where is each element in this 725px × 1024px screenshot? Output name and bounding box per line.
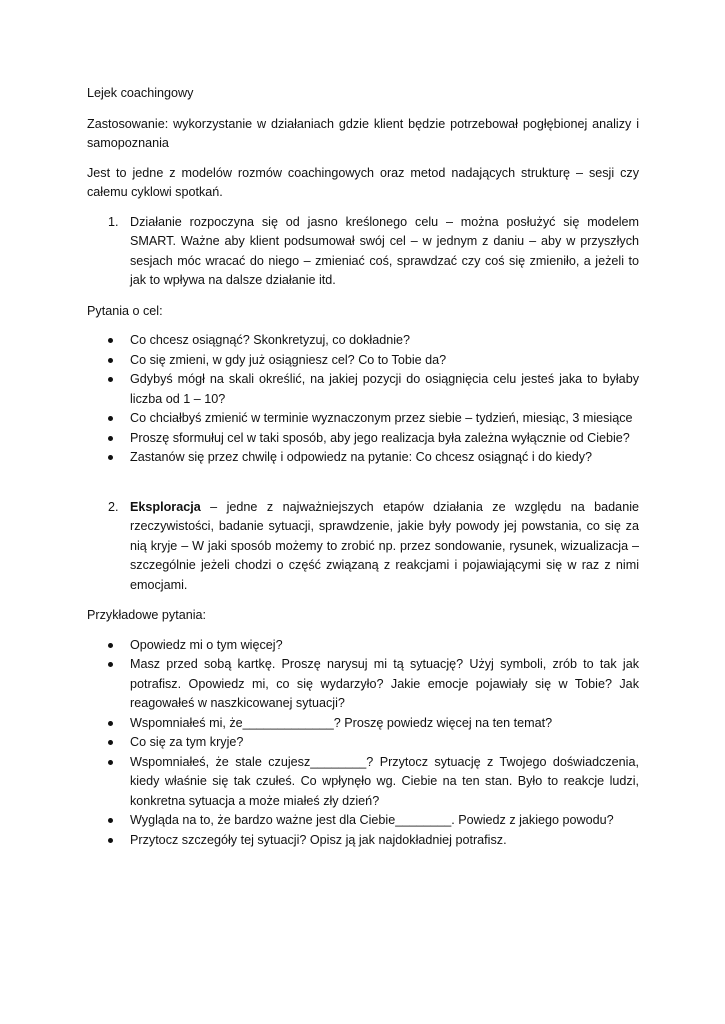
list-item: Co się zmieni, w gdy już osiągniesz cel? Co to Tobie da? <box>87 351 639 371</box>
step-2-number: 2. <box>108 499 119 514</box>
step-2-heading: Eksploracja <box>130 499 201 514</box>
step-2-body: – jedne z najważniejszych etapów działania ze względu na badanie rzeczywistości, badanie sytuacji, sprawdzenie, jakie były powody jej powstania, co się za nią kryje – W jaki sposób możemy to zrobić np. przez sondowanie, rysunek, wizualizacja – szczególnie jeżeli chodzi o część związaną z reakcjami i pojawiającymi się w raz z nimi emocjami. <box>130 499 639 592</box>
step-1 <box>87 213 639 291</box>
goal-questions-label: Pytania o cel: <box>87 303 163 318</box>
bullet-icon <box>108 838 113 843</box>
bullet-icon <box>108 358 113 363</box>
goal-questions-list <box>87 331 639 468</box>
step-1-number: 1. <box>108 214 119 229</box>
document-page <box>87 84 639 850</box>
step-1-text: Działanie rozpoczyna się od jasno kreślonego celu – można posłużyć się modelem SMART. Ważne aby klient podsumował swój cel – w jednym z daniu – aby w przyszłych sesjach móc wracać do niego – zmieniać coś, sprawdzać czy coś się zmieniło, a jeżeli to jak to wpływa na dalsze działanie itd. <box>130 214 639 287</box>
bullet-icon <box>108 740 113 745</box>
list-item: Zastanów się przez chwilę i odpowiedz na pytanie: Co chcesz osiągnąć i do kiedy? <box>87 448 639 468</box>
bullet-icon <box>108 818 113 823</box>
bullet-icon <box>108 662 113 667</box>
bullet-icon <box>108 416 113 421</box>
bullet-icon <box>108 436 113 441</box>
bullet-icon <box>108 643 113 648</box>
example-questions-label: Przykładowe pytania: <box>87 608 207 622</box>
bullet-icon <box>108 721 113 726</box>
list-item: Proszę sformułuj cel w taki sposób, aby jego realizacja była zależna wyłącznie od Ciebie? <box>87 429 639 449</box>
list-item: Wygląda na to, że bardzo ważne jest dla Ciebie________. Powiedz z jakiego powodu? <box>87 811 639 831</box>
list-item: Opowiedz mi o tym więcej? <box>87 636 639 656</box>
step-2-text <box>130 498 639 596</box>
bullet-icon <box>108 760 113 765</box>
list-item: Gdybyś mógł na skali określić, na jakiej pozycji do osiągnięcia celu jesteś jaka to byłaby liczba od 1 – 10? <box>87 370 639 409</box>
list-item: Masz przed sobą kartkę. Proszę narysuj mi tą sytuację? Użyj symboli, zrób to tak jak potrafisz. Opowiedz mi, co się wydarzyło? Jakie emocje pojawiały się w Tobie? Jak reagowałeś w naszkicowanej sytuacji? <box>87 655 639 714</box>
intro-paragraph: Jest to jedne z modelów rozmów coachingowych oraz metod nadających strukturę – sesji czy całemu cyklowi spotkań. <box>87 165 639 199</box>
bullet-icon <box>108 377 113 382</box>
document-title: Lejek coachingowy <box>87 86 194 100</box>
bullet-icon <box>108 338 113 343</box>
step-2 <box>87 498 639 596</box>
list-item: Co się za tym kryje? <box>87 733 639 753</box>
usage-paragraph: Zastosowanie: wykorzystanie w działaniach gdzie klient będzie potrzebował pogłębionej analizy i samopoznania <box>87 116 639 150</box>
example-questions-list <box>87 636 639 851</box>
list-item: Wspomniałeś, że stale czujesz________? Przytocz sytuację z Twojego doświadczenia, kiedy właśnie się tak czułeś. Co wpłynęło wg. Ciebie na ten stan. Było to reakcje ludzi, konkretna sytuacja a może miałeś zły dzień? <box>87 753 639 812</box>
list-item: Co chcesz osiągnąć? Skonkretyzuj, co dokładnie? <box>87 331 639 351</box>
bullet-icon <box>108 455 113 460</box>
list-item: Przytocz szczegóły tej sytuacji? Opisz ją jak najdokładniej potrafisz. <box>87 831 639 851</box>
list-item: Wspomniałeś mi, że_____________? Proszę powiedz więcej na ten temat? <box>87 714 639 734</box>
list-item: Co chciałbyś zmienić w terminie wyznaczonym przez siebie – tydzień, miesiąc, 3 miesiące <box>87 409 639 429</box>
